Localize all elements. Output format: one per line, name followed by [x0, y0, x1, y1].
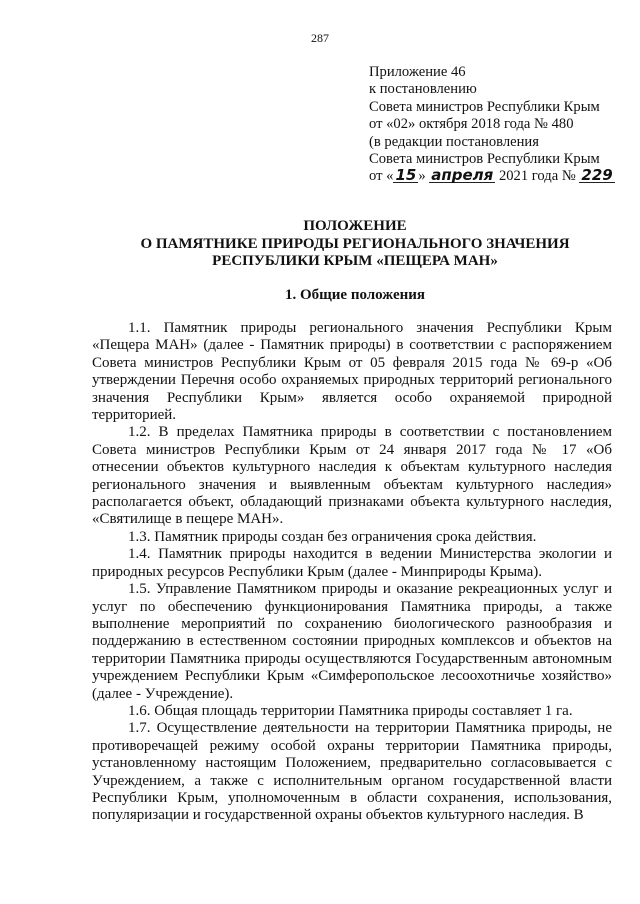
page-number: 287 — [311, 31, 329, 45]
title-line: О ПАМЯТНИКЕ ПРИРОДЫ РЕГИОНАЛЬНОГО ЗНАЧЕНИЯ — [140, 235, 570, 252]
annex-line: Совета министров Республики Крым — [369, 98, 600, 115]
handwritten-day: 15 — [395, 166, 417, 185]
annex-line: от «02» октября 2018 года № 480 — [369, 116, 574, 133]
document-body — [92, 320, 612, 825]
paragraph: 1.7. Осуществление деятельности на территории Памятника природы, не противоречащей режиму особой охраны территории Памятника природы, установленному настоящим Положением, предварительно согласовывается с Учреждением, а также с исполнительным органом государственной власти Республики Крым, уполномоченным в области сохранения, использования, популяризации и государственной охраны объектов культурного наследия. В — [92, 720, 612, 824]
document-title — [60, 218, 640, 271]
paragraph: 1.5. Управление Памятником природы и оказание рекреационных услуг и услуг по обеспечению функционирования Памятника природы, а также выполнение мероприятий по сохранению биологического разнообразия и поддержанию в естественном состоянии природных комплексов и объектов на территории Памятника природы осуществляются Государственным автономным учреждением Республики Крым «Симферопольское лесоохотничье хозяйство» (далее - Учреждение). — [92, 581, 612, 702]
paragraph: 1.4. Памятник природы находится в ведении Министерства экологии и природных ресурсов Республики Крым (далее - Минприроды Крыма). — [92, 546, 612, 580]
paragraph: 1.6. Общая площадь территории Памятника природы составляет 1 га. — [128, 702, 573, 719]
section-heading: 1. Общие положения — [284, 287, 426, 303]
paragraph: 1.1. Памятник природы регионального значения Республики Крым «Пещера МАН» (далее - Памятник природы) в соответствии с распоряжением Совета министров Республики Крым от 05 февраля 2015 года № 69-р «Об утверждении Перечня особо охраняемых природных территорий регионального значения Республики Крым» является особо охраняемой природной территорией. — [92, 320, 612, 424]
annex-line: Приложение 46 — [369, 64, 466, 80]
annex-block — [369, 64, 619, 186]
handwritten-number: 229 — [581, 166, 613, 185]
paragraph: 1.2. В пределах Памятника природы в соответствии с постановлением Совета министров Республики Крым от 24 января 2017 года № 17 «Об отнесении объектов культурного наследия к объектам культурного наследия регионального значения и выявленным объектам культурного наследия» располагается объект, обладающий признаками объекта культурного наследия, «Святилище в пещере МАН». — [92, 424, 612, 528]
annex-line: (в редакции постановления — [369, 133, 539, 150]
date-year: 2021 года № — [498, 168, 576, 185]
paragraph: 1.3. Памятник природы создан без ограничения срока действия. — [128, 528, 537, 545]
annex-line: Совета министров Республики Крым — [369, 151, 600, 168]
title-line: РЕСПУБЛИКИ КРЫМ «ПЕЩЕРА МАН» — [212, 253, 498, 270]
annex-line-date: от « 15 » апреля 2021 года № 229 — [369, 166, 613, 185]
handwritten-month: апреля — [431, 166, 494, 185]
annex-line: к постановлению — [369, 81, 477, 98]
date-prefix: от « — [369, 168, 394, 185]
title-line: ПОЛОЖЕНИЕ — [303, 218, 407, 234]
